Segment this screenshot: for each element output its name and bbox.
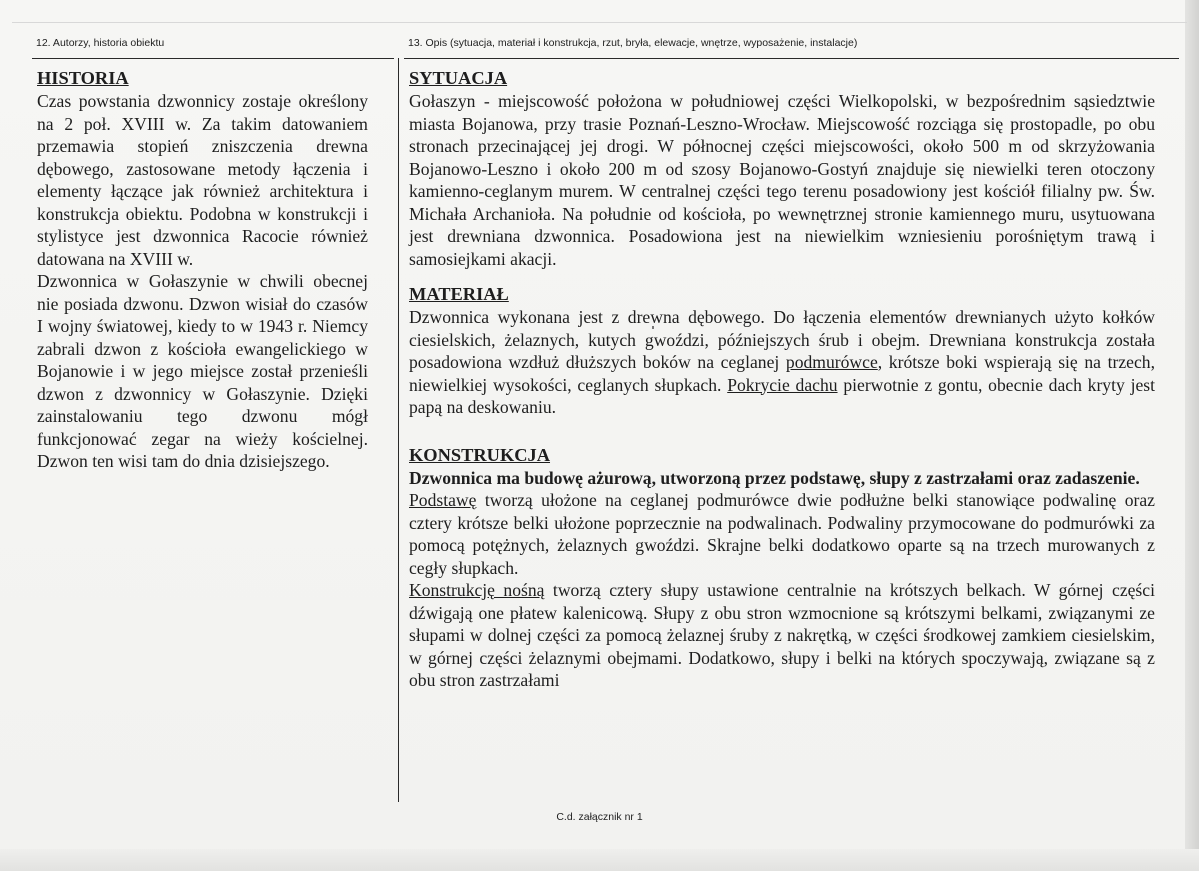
- scan-edge-bottom: [0, 849, 1199, 871]
- frame-line-top: [12, 22, 1187, 23]
- column-divider: [398, 58, 399, 802]
- podmurowka-term: podmurówce: [785, 352, 878, 372]
- historia-paragraph-1: Czas powstania dzwonnicy zostaje określony na 2 poł. XVIII w. Za takim datowaniem przemawia stopień zniszczenia drewna dębowego, zastosowane metody łączenia i elementy łączące jak również architektura i konstrukcja obiektu. Podobna w konstrukcji i stylistyce jest dzwonnica Racocie również datowana na XVIII w.: [37, 91, 368, 269]
- header-rule-right: [404, 58, 1179, 59]
- section-12-label: 12. Autorzy, historia obiektu: [36, 37, 165, 49]
- konstrukcja-heading: KONSTRUKCJA: [409, 444, 551, 465]
- konstrukcja-lead: Dzwonnica ma budowę ażurową, utworzoną przez podstawę, słupy z zastrzałami oraz zadaszenie.: [409, 467, 1140, 488]
- konstrukcje-nosna-term: Konstrukcję nośną: [409, 580, 545, 600]
- material-paragraph: [409, 306, 1155, 419]
- pokrycie-dachu-term: Pokrycie dachu: [727, 374, 838, 395]
- scan-edge-right: [1185, 0, 1199, 871]
- sytuacja-heading: SYTUACJA: [409, 68, 508, 88]
- continuation-note: C.d. załącznik nr 1: [556, 811, 643, 823]
- podstawe-term: Podstawę: [409, 490, 477, 510]
- description-column: [409, 66, 1155, 692]
- konstrukcja-text-2: tworzą cztery słupy ustawione centralnie na krótszych belkach. W górnej części dźwigają one płatew kalenicową. Słupy z obu stron wzmocnione są krótszymi belkami, związanymi ze słupami w dolnej części za pomocą żelaznej śruby z nakrętką, w części środkowej zamkiem ciesielskim, w górnej części żelaznymi obejmami. Dodatkowo, słupy i belki na których spoczywają, związane są z obu stron zastrzałami: [409, 580, 1155, 690]
- material-text-c: pierwotnie z gontu, obecnie dach kryty jest papą na deskowaniu.: [409, 374, 1155, 417]
- section-13-label: 13. Opis (sytuacja, materiał i konstrukcja, rzut, bryła, elewacje, wnętrze, wyposażenie, instalacje): [408, 37, 858, 49]
- historia-heading: HISTORIA: [37, 68, 129, 88]
- historia-paragraph-2: Dzwonnica w Gołaszynie w chwili obecnej nie posiada dzwonu. Dzwon wisiał do czasów I wojny światowej, kiedy to w 1943 r. Niemcy zabrali dzwon z kościoła ewangelickiego w Bojanowie i w jego miejsce został przenieśli dzwon z dzwonnicy w Gołaszynie. Dzięki zainstalowaniu tego dzwonu mógł funkcjonować zegar na wieży kościelnej. Dzwon ten wisi tam do dnia dzisiejszego.: [37, 271, 368, 471]
- konstrukcja-paragraph-2: [409, 579, 1155, 692]
- spacer: [409, 270, 1155, 282]
- material-heading: MATERIAŁ: [409, 284, 509, 304]
- material-text-b: , krótsze boki wspierają się na trzech, niewielkiej wysokości, ceglanych słupkach.: [409, 352, 1155, 395]
- material-text-a: Dzwonnica wykonana jest z drewna dębowego. Do łączenia elementów drewnianych użyto kołków ciesielskich, żelaznych, kutych gwoździ, późniejszych śrub i obejm. Drewniana konstrukcja została posadowiona wzdłuż dłuższych boków na ceglanej: [409, 307, 1155, 372]
- konstrukcja-paragraph-1: [409, 489, 1155, 579]
- spacer: [409, 419, 1155, 443]
- sytuacja-paragraph: Gołaszyn - miejscowość położona w południowej części Wielkopolski, w bezpośrednim sąsiedztwie miasta Bojanowa, przy trasie Poznań-Leszno-Wrocław. Miejscowość rozciąga się prostopadle, po obu stronach przecinającej jej drogi. W północnej części miejscowości, około 500 m od skrzyżowania Bojanowo-Leszno i około 200 m od szosy Bojanowo-Gostyń znajduje się niewielki teren otoczony kamienno-ceglanym murem. W centralnej części tego terenu posadowiony jest kościół filialny pw. Św. Michała Archanioła. Na południe od kościoła, po wewnętrznej stronie kamiennego muru, usytuowana jest drewniana dzwonnica. Posadowiona jest na niewielkim wzniesieniu porośniętym trawą i samosiejkami akacji.: [409, 91, 1155, 269]
- history-column: [37, 66, 368, 473]
- konstrukcja-text-1: tworzą ułożone na ceglanej podmurówce dwie podłużne belki stanowiące podwalinę oraz cztery krótsze belki ułożone poprzecznie na podwalinach. Podwaliny przymocowane do podmurówki za pomocą potężnych, żelaznych gwoździ. Skrajne belki dodatkowo oparte są na trzech murowanych z cegły słupkach.: [409, 490, 1155, 578]
- header-rule-left: [32, 58, 394, 59]
